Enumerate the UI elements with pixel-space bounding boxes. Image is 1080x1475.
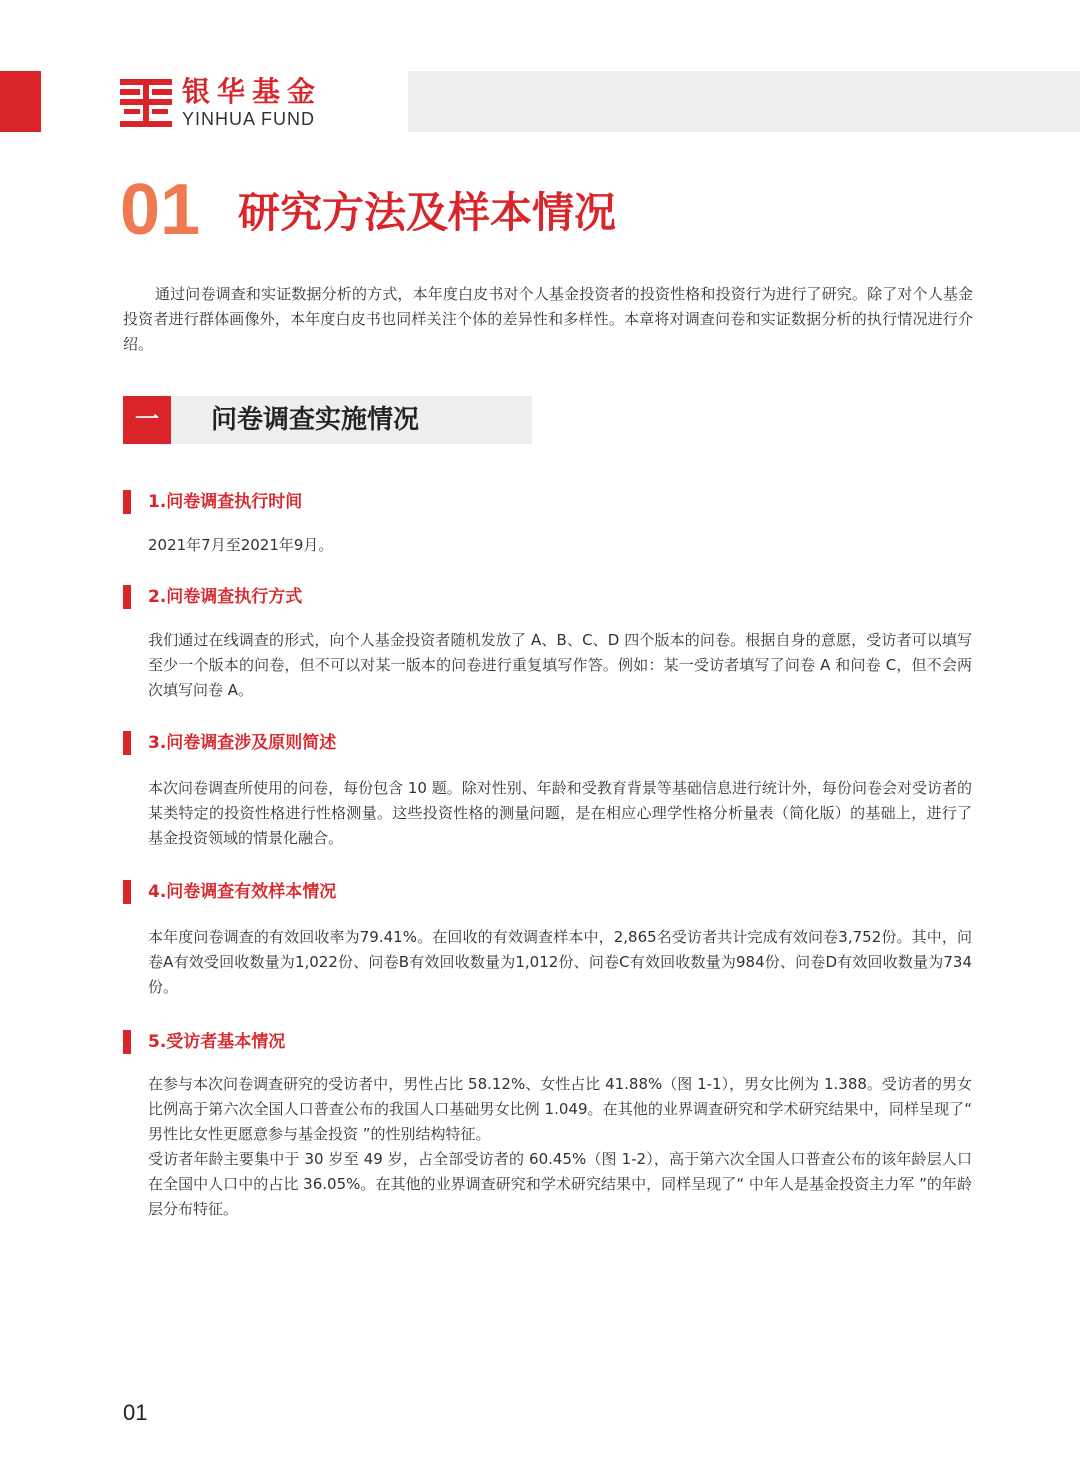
brand-name-en: YINHUA FUND — [182, 109, 316, 129]
subsection-paragraph: 本年度问卷调查的有效回收率为79.41%。在回收的有效调查样本中，2,865名受访者共计完成有效问卷3,752份。其中，问卷A有效受回收数量为1,022份、问卷B有效回收数量为1,012份、问卷C有效回收数量为984份、问卷D有效回收数量为734份。 — [148, 928, 972, 996]
subsection-heading — [123, 585, 302, 609]
subsection-paragraph: 我们通过在线调查的形式，向个人基金投资者随机发放了 A、B、C、D 四个版本的问卷。根据自身的意愿，受访者可以填写至少一个版本的问卷，但不可以对某一版本的问卷进行重复填写作答。例如：某一受访者填写了问卷 A 和问卷 C，但不会两次填写问卷 A。 — [148, 631, 972, 699]
header-band — [408, 71, 1080, 132]
section-number: 一 — [123, 396, 171, 444]
heading-marker — [123, 880, 131, 904]
page-number: 01 — [123, 1400, 148, 1425]
chapter-number: 01 — [120, 170, 201, 250]
subsection-paragraph: 受访者年龄主要集中于 30 岁至 49 岁，占全部受访者的 60.45%（图 1-2），高于第六次全国人口普查公布的该年龄层人口在全国中人口中的占比 36.05%。在其他的业界调查研究和学术研究结果中，同样呈现了“ 中年人是基金投资主力军 ”的年龄层分布特征。 — [148, 1150, 972, 1218]
brand-name-cn: 银华基金 — [182, 75, 323, 108]
subsection-paragraph: 在参与本次问卷调查研究的受访者中，男性占比 58.12%、女性占比 41.88%（图 1-1），男女比例为 1.388。受访者的男女比例高于第六次全国人口普查公布的我国人口基础男女比例 1.049。在其他的业界调查研究和学术研究结果中，同样呈现了“ 男性比女性更愿意参与基金投资 ”的性别结构特征。 — [148, 1075, 972, 1143]
subsection-heading — [123, 880, 336, 904]
chapter-title: 研究方法及样本情况 — [238, 188, 617, 237]
subsection-title: 5.受访者基本情况 — [148, 1032, 286, 1052]
section-header — [123, 396, 532, 444]
subsection-title: 1.问卷调查执行时间 — [148, 492, 303, 512]
heading-marker — [123, 731, 131, 755]
header-accent-bar — [0, 71, 41, 132]
subsection-heading — [123, 1030, 285, 1054]
subsection-title: 2.问卷调查执行方式 — [148, 587, 303, 607]
brand-logo — [118, 76, 322, 130]
intro-paragraph: 通过问卷调查和实证数据分析的方式，本年度白皮书对个人基金投资者的投资性格和投资行为进行了研究。除了对个人基金投资者进行群体画像外，本年度白皮书也同样关注个体的差异性和多样性。本章将对调查问卷和实证数据分析的执行情况进行介绍。 — [123, 285, 973, 353]
yinhua-logo-icon — [118, 77, 174, 129]
subsection-paragraph: 2021年7月至2021年9月。 — [148, 536, 334, 554]
subsection-title: 4.问卷调查有效样本情况 — [148, 882, 337, 902]
heading-marker — [123, 490, 131, 514]
subsection-heading — [123, 731, 336, 755]
heading-marker — [123, 1030, 131, 1054]
subsection-paragraph: 本次问卷调查所使用的问卷，每份包含 10 题。除对性别、年龄和受教育背景等基础信息进行统计外，每份问卷会对受访者的某类特定的投资性格进行性格测量。这些投资性格的测量问题，是在相应心理学性格分析量表（简化版）的基础上，进行了基金投资领域的情景化融合。 — [148, 779, 972, 847]
subsection-heading — [123, 490, 302, 514]
subsection-title: 3.问卷调查涉及原则简述 — [148, 733, 337, 753]
heading-marker — [123, 585, 131, 609]
section-title: 问卷调查实施情况 — [211, 405, 420, 435]
